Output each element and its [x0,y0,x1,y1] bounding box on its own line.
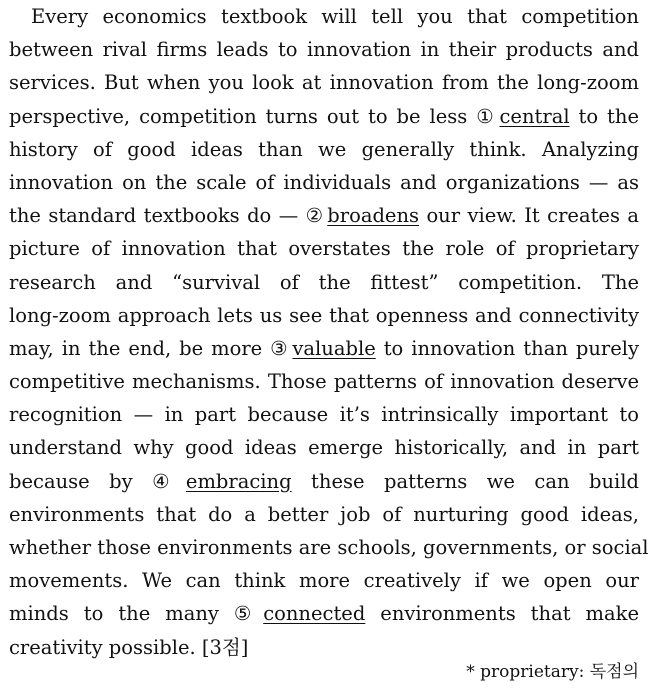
passage-line-5: history of good ideas than we generally think. Analyzing [9,137,639,161]
choice-marker-4: ④ [152,469,183,493]
underlined-choice-5: connected [263,602,366,626]
passage-line-8: picture of innovation that overstates the role of proprietary [9,237,639,261]
choice-marker-1: ① [476,104,497,128]
underlined-choice-4: embracing [185,469,292,493]
passage-line-11: may, in the end, be more ③ valuable to innovation than purely [9,336,640,360]
passage-line-10: long-zoom approach lets us see that openness and connectivity [9,303,639,327]
passage-line-14: understand why good ideas emerge historically, and in part [9,436,639,460]
passage-line-15: because by ④ embracing these patterns we can build [9,469,639,493]
footnote: * proprietary: 독점의 [466,662,639,682]
choice-marker-3: ③ [270,336,290,360]
passage-line-3: services. But when you look at innovation from the long-zoom [9,71,639,95]
passage-line-6: innovation on the scale of individuals and organizations — as [9,170,639,194]
passage-line-16: environments that do a better job of nurturing good ideas, [9,502,639,526]
choice-marker-5: ⑤ [233,602,261,626]
passage-line-13: recognition — in part because it’s intrinsically important to [9,403,639,427]
passage-line-12: competitive mechanisms. Those patterns of innovation deserve [9,370,639,394]
passage [9,0,649,664]
passage-line-7: the standard textbooks do — ② broadens our view. It creates a [9,204,639,228]
underlined-choice-2: broadens [327,204,420,228]
passage-line-1: Every economics textbook will tell you that competition [31,5,639,28]
passage-line-4: perspective, competition turns out to be less ① central to the [9,104,639,128]
underlined-choice-1: central [499,104,570,128]
passage-line-9: research and “survival of the fittest” competition. The [9,270,639,294]
passage-line-20: creativity possible. [3점] [9,635,249,659]
passage-line-2: between rival firms leads to innovation in their products and [9,38,639,62]
passage-line-18: movements. We can think more creatively if we open our [9,569,639,593]
passage-line-17: whether those environments are schools, governments, or social [9,536,649,559]
choice-marker-2: ② [305,204,325,228]
passage-line-19: minds to the many ⑤ connected environments that make [9,602,639,626]
underlined-choice-3: valuable [292,336,376,360]
